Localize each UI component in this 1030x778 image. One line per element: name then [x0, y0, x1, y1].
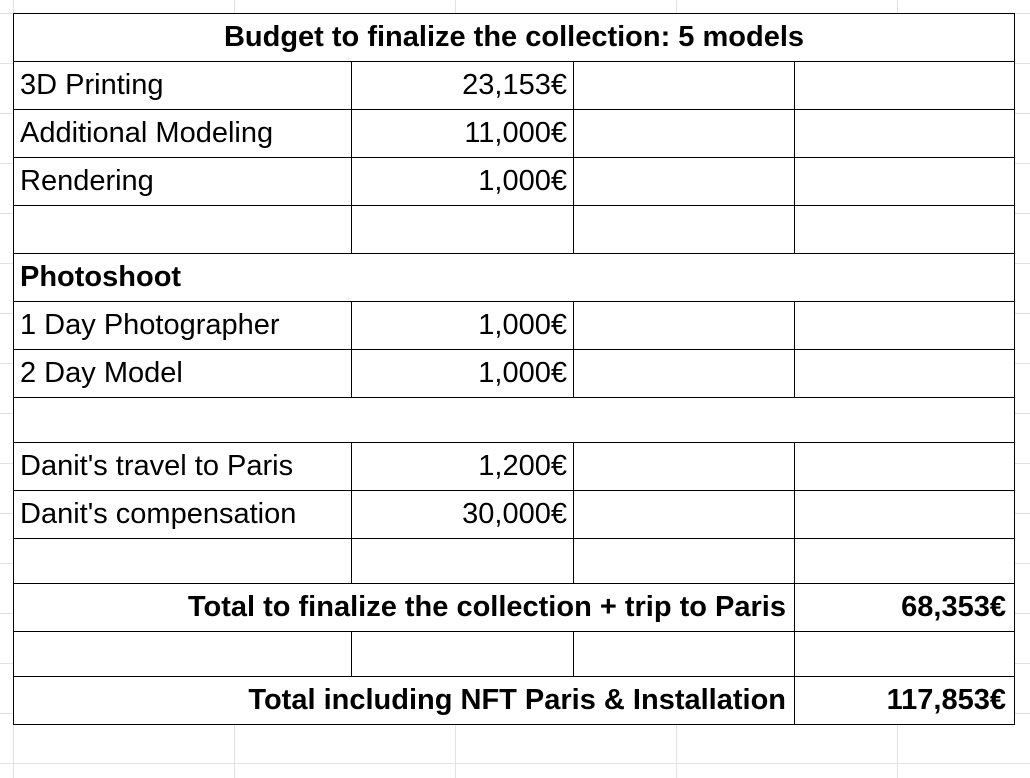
table-row [14, 491, 1015, 539]
total-amount-cell[interactable]: 117,853€ [795, 677, 1015, 725]
empty-cell[interactable] [14, 632, 352, 677]
item-amount-cell[interactable]: 1,000€ [352, 158, 574, 206]
section-heading-row [14, 254, 1015, 302]
empty-cell[interactable] [574, 110, 795, 158]
total-row [14, 677, 1015, 725]
empty-cell[interactable] [795, 632, 1015, 677]
total-label-cell[interactable]: Total to finalize the collection + trip to Paris [14, 584, 795, 632]
table-row [14, 158, 1015, 206]
table-row [14, 539, 1015, 584]
table-row [14, 632, 1015, 677]
title-cell[interactable]: Budget to finalize the collection: 5 models [14, 14, 1015, 62]
item-amount-cell[interactable]: 11,000€ [352, 110, 574, 158]
empty-cell[interactable] [795, 350, 1015, 398]
item-amount-cell[interactable]: 1,000€ [352, 350, 574, 398]
empty-cell[interactable] [795, 158, 1015, 206]
empty-cell[interactable] [574, 632, 795, 677]
spacer-row [14, 398, 1015, 443]
item-label-cell[interactable]: 2 Day Model [14, 350, 352, 398]
empty-cell[interactable] [574, 491, 795, 539]
empty-cell[interactable] [574, 443, 795, 491]
empty-cell[interactable] [795, 539, 1015, 584]
item-label-cell[interactable]: Danit's compensation [14, 491, 352, 539]
table-row [14, 110, 1015, 158]
empty-cell[interactable] [574, 62, 795, 110]
empty-cell[interactable] [795, 491, 1015, 539]
empty-cell[interactable] [574, 350, 795, 398]
empty-cell[interactable] [574, 302, 795, 350]
empty-cell[interactable] [795, 110, 1015, 158]
empty-cell[interactable] [352, 206, 574, 254]
total-row [14, 584, 1015, 632]
item-amount-cell[interactable]: 1,000€ [352, 302, 574, 350]
item-amount-cell[interactable]: 23,153€ [352, 62, 574, 110]
title-row [14, 14, 1015, 62]
table-row [14, 350, 1015, 398]
total-amount-cell[interactable]: 68,353€ [795, 584, 1015, 632]
item-label-cell[interactable]: 1 Day Photographer [14, 302, 352, 350]
table-row [14, 206, 1015, 254]
empty-cell[interactable] [795, 443, 1015, 491]
empty-cell[interactable] [14, 539, 352, 584]
empty-cell[interactable] [352, 632, 574, 677]
empty-cell[interactable] [14, 206, 352, 254]
empty-cell[interactable] [574, 206, 795, 254]
empty-cell[interactable] [14, 398, 1015, 443]
empty-cell[interactable] [352, 539, 574, 584]
item-label-cell[interactable]: Danit's travel to Paris [14, 443, 352, 491]
table-row [14, 443, 1015, 491]
empty-cell[interactable] [574, 158, 795, 206]
empty-cell[interactable] [795, 62, 1015, 110]
empty-cell[interactable] [574, 539, 795, 584]
item-label-cell[interactable]: Rendering [14, 158, 352, 206]
item-label-cell[interactable]: Additional Modeling [14, 110, 352, 158]
item-amount-cell[interactable]: 1,200€ [352, 443, 574, 491]
empty-cell[interactable] [795, 302, 1015, 350]
table-row [14, 302, 1015, 350]
empty-cell[interactable] [795, 206, 1015, 254]
item-amount-cell[interactable]: 30,000€ [352, 491, 574, 539]
total-label-cell[interactable]: Total including NFT Paris & Installation [14, 677, 795, 725]
photoshoot-heading-cell[interactable]: Photoshoot [14, 254, 1015, 302]
item-label-cell[interactable]: 3D Printing [14, 62, 352, 110]
budget-table [13, 13, 1015, 725]
table-row [14, 62, 1015, 110]
